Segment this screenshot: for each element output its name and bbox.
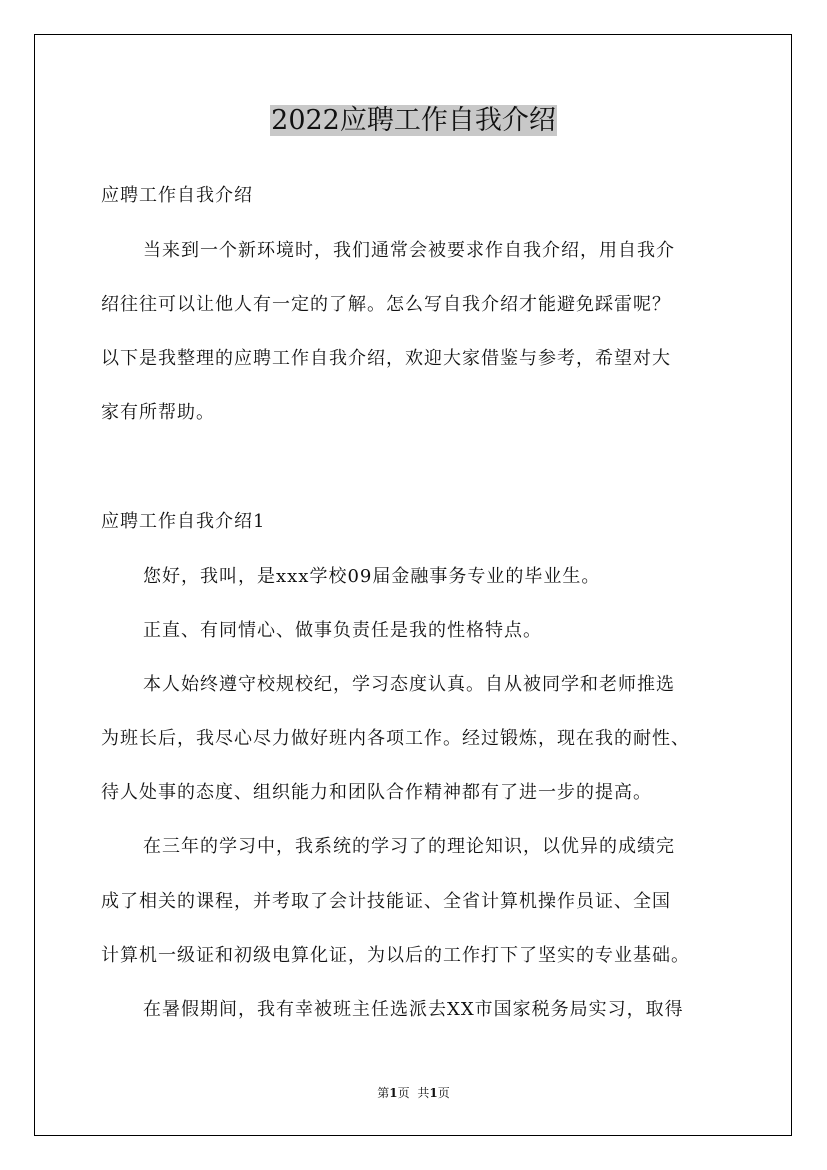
page-footer: [0, 1084, 827, 1101]
footer-page-number: 1: [389, 1086, 398, 1100]
paragraph-line: 在暑假期间，我有幸被班主任选派去XX市国家税务局实习，取得: [143, 999, 684, 1020]
paragraph-line: 绍往往可以让他人有一定的了解。怎么写自我介绍才能避免踩雷呢？: [101, 294, 671, 315]
footer-text: 共: [417, 1086, 430, 1100]
document-title: 2022应聘工作自我介绍: [271, 105, 556, 136]
paragraph-line: 您好，我叫，是xxx学校09届金融事务专业的毕业生。: [143, 566, 601, 587]
footer-text: 页: [397, 1086, 410, 1100]
footer-text: 第: [377, 1086, 390, 1100]
section-heading: 应聘工作自我介绍: [101, 185, 253, 206]
footer-text: 页: [437, 1086, 450, 1100]
paragraph-line: 本人始终遵守校规校纪，学习态度认真。自从被同学和老师推选: [143, 674, 675, 695]
paragraph-line: 正直、有同情心、做事负责任是我的性格特点。: [143, 620, 542, 641]
section-heading: 应聘工作自我介绍1: [101, 511, 266, 532]
paragraph-line: 家有所帮助。: [101, 402, 215, 423]
paragraph-line: 在三年的学习中，我系统的学习了的理论知识，以优异的成绩完: [143, 836, 675, 857]
paragraph-line: 计算机一级证和初级电算化证，为以后的工作打下了坚实的专业基础。: [101, 945, 690, 966]
paragraph-line: 以下是我整理的应聘工作自我介绍，欢迎大家借鉴与参考，希望对大: [101, 348, 671, 369]
paragraph-line: 为班长后，我尽心尽力做好班内各项工作。经过锻炼，现在我的耐性、: [101, 728, 690, 749]
footer-total-pages: 1: [429, 1086, 438, 1100]
paragraph-line: 待人处事的态度、组织能力和团队合作精神都有了进一步的提高。: [101, 782, 652, 803]
paragraph-line: 当来到一个新环境时，我们通常会被要求作自我介绍，用自我介: [143, 240, 675, 261]
paragraph-line: 成了相关的课程，并考取了会计技能证、全省计算机操作员证、全国: [101, 891, 671, 912]
